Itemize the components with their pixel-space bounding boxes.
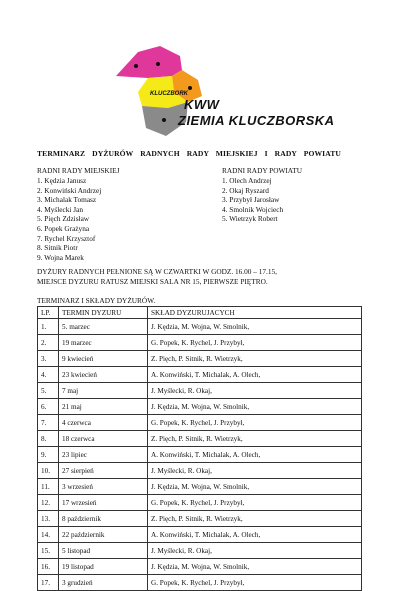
radni-powiatu-list [222,166,302,224]
cell-sklad: G. Popek, K. Rychel, J. Przybył, [148,495,362,511]
cell-sklad: J. Kędzia, M. Wojna, W. Smolnik, [148,399,362,415]
cell-termin: 19 listopad [59,559,148,575]
logo-dot [134,64,138,68]
cell-sklad: A. Konwiński, T. Michalak, A. Olech, [148,527,362,543]
cell-sklad: G. Popek, K. Rychel, J. Przybył, [148,415,362,431]
table-row [38,463,362,479]
table-row [38,543,362,559]
logo-dot [156,62,160,66]
list-item: 4. Myślecki Jan [37,204,84,214]
cell-lp: 2. [38,335,59,351]
cell-lp: 15. [38,543,59,559]
cell-termin: 21 maj [59,399,148,415]
cell-sklad: J. Kędzia, M. Wojna, W. Smolnik, [148,319,362,335]
list-item: 3. Przybył Jarosław [222,195,280,205]
cell-termin: 5 listopad [59,543,148,559]
cell-sklad: Z. Pięch, P. Sitnik, R. Wietrzyk, [148,351,362,367]
cell-sklad: J. Kędzia, M. Wojna, W. Smolnik, [148,479,362,495]
list-item: 3. Michalak Tomasz [37,195,97,205]
list-item: 4. Smolnik Wojciech [222,204,284,214]
cell-termin: 9 kwiecień [59,351,148,367]
cell-sklad: J. Kędzia, M. Wojna, W. Smolnik, [148,559,362,575]
cell-termin: 3 grudzień [59,575,148,591]
cell-lp: 3. [38,351,59,367]
table-row [38,415,362,431]
cell-lp: 16. [38,559,59,575]
cell-termin: 23 lipiec [59,447,148,463]
cell-lp: 1. [38,319,59,335]
cell-lp: 12. [38,495,59,511]
cell-lp: 5. [38,383,59,399]
brand-line1: KWW [184,97,220,112]
cell-lp: 4. [38,367,59,383]
list-item: 5. Wietrzyk Robert [222,214,278,224]
cell-termin: 4 czerwca [59,415,148,431]
table-row [38,511,362,527]
table-row [38,447,362,463]
list-item: 6. Popek Grażyna [37,224,90,234]
cell-termin: 17 wrzesień [59,495,148,511]
schedule-table [37,306,362,591]
cell-lp: 10. [38,463,59,479]
table-row [38,351,362,367]
dyzury-line1: DYŻURY RADNYCH PEŁNIONE SĄ W CZWARTKI W GODZ. 16.00 – 17.15, [37,267,277,276]
logo-label: KLUCZBORK [150,91,188,97]
cell-sklad: G. Popek, K. Rychel, J. Przybył, [148,335,362,351]
list-item: 5. Pięch Zdzisław [37,214,90,224]
table-row [38,319,362,335]
page-title: TERMINARZ DYŻURÓW RADNYCH RADY MIEJSKIEJ I RADY POWIATU [37,149,341,158]
list-item: 9. Wojna Marek [37,252,84,262]
table-title: TERMINARZ I SKŁADY DYŻURÓW. [37,296,156,305]
cell-termin: 23 kwiecień [59,367,148,383]
cell-sklad: G. Popek, K. Rychel, J. Przybył, [148,575,362,591]
cell-lp: 9. [38,447,59,463]
table-row [38,559,362,575]
radni-miejscy-list [37,166,119,262]
cell-termin: 22 październik [59,527,148,543]
cell-lp: 7. [38,415,59,431]
list-item: 2. Konwiński Andrzej [37,185,102,195]
cell-lp: 13. [38,511,59,527]
cell-termin: 8 październik [59,511,148,527]
column-header-sklad: SKŁAD DYZURUJACYCH [148,307,362,319]
table-row [38,399,362,415]
column-header-lp: LP. [38,307,59,319]
dyzury-info [37,267,277,286]
cell-sklad: Z. Pięch, P. Sitnik, R. Wietrzyk, [148,431,362,447]
brand-line2: ZIEMIA KLUCZBORSKA [178,113,335,128]
cell-termin: 5. marzec [59,319,148,335]
cell-termin: 19 marzec [59,335,148,351]
radni-miejscy-header: RADNI RADY MIEJSKIEJ [37,166,120,175]
cell-termin: 3 wrzesień [59,479,148,495]
table-row [38,495,362,511]
cell-lp: 8. [38,431,59,447]
cell-sklad: A. Konwiński, T. Michalak, A. Olech, [148,367,362,383]
radni-powiatu-header: RADNI RADY POWIATU [222,166,302,175]
list-item: 2. Okaj Ryszard [222,185,269,195]
table-row [38,335,362,351]
cell-termin: 18 czerwca [59,431,148,447]
dyzury-line2: MIEJSCE DYZURU RATUSZ MIEJSKI SALA NR 15, PIERWSZE PIĘTRO. [37,276,268,286]
cell-sklad: J. Myślecki, R. Okaj, [148,543,362,559]
list-item: 1. Olech Andrzej [222,176,272,186]
list-item: 8. Sitnik Piotr [37,243,78,253]
table-row [38,431,362,447]
column-header-termin: TERMIN DYZURU [59,307,148,319]
cell-termin: 27 sierpień [59,463,148,479]
logo-dot [162,118,166,122]
table-header-row [38,307,362,319]
logo-region-pink [116,46,182,78]
table-row [38,527,362,543]
list-item: 7. Rychel Krzysztof [37,233,96,243]
table-row [38,479,362,495]
cell-lp: 17. [38,575,59,591]
cell-lp: 11. [38,479,59,495]
table-row [38,575,362,591]
logo-dot [188,86,192,90]
cell-lp: 6. [38,399,59,415]
table-row [38,367,362,383]
cell-sklad: J. Myślecki, R. Okaj, [148,383,362,399]
cell-sklad: A. Konwiński, T. Michalak, A. Olech, [148,447,362,463]
cell-sklad: Z. Pięch, P. Sitnik, R. Wietrzyk, [148,511,362,527]
cell-lp: 14. [38,527,59,543]
cell-termin: 7 maj [59,383,148,399]
cell-sklad: J. Myślecki, R. Okaj, [148,463,362,479]
table-row [38,383,362,399]
list-item: 1. Kędzia Janusz [37,176,87,186]
brand-name [178,98,335,130]
